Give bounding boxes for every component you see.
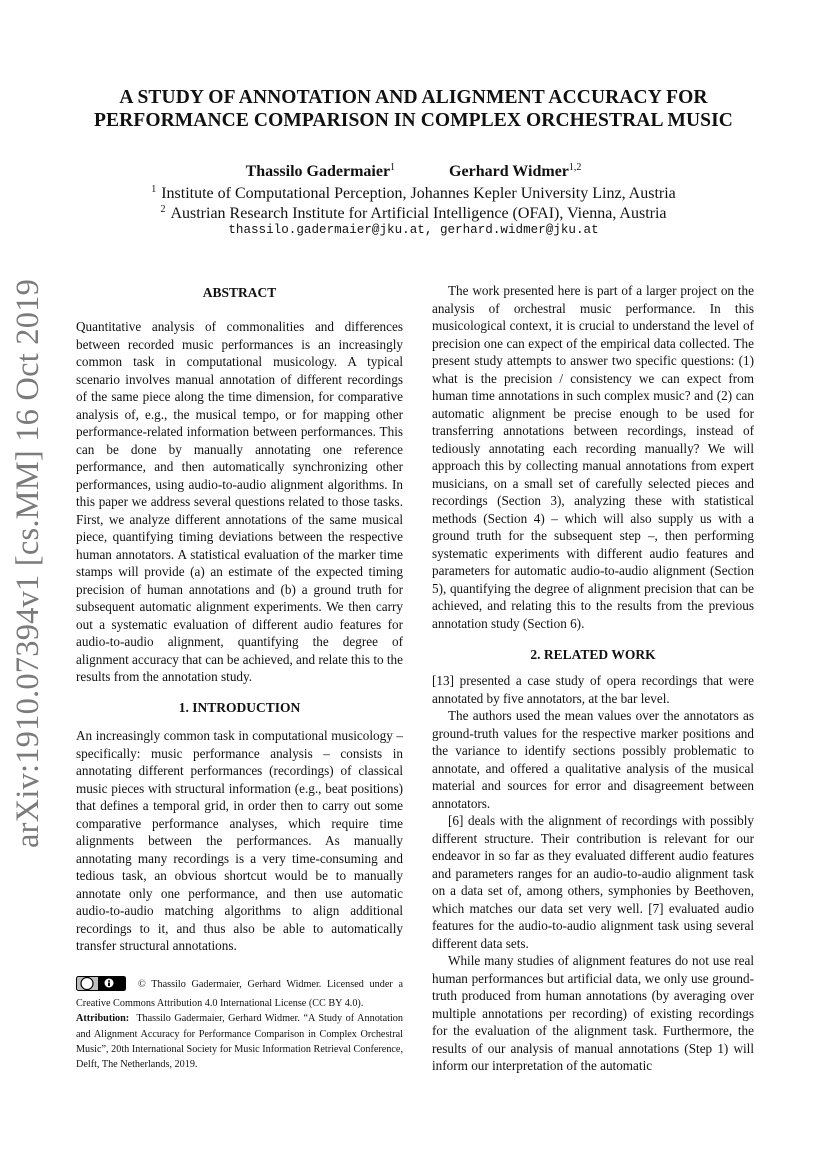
affiliation-1-text: Institute of Computational Perception, Johannes Kepler University Linz, Austria [161, 185, 676, 202]
cc-by-icon [76, 976, 126, 996]
abstract-heading-wrap [76, 284, 403, 302]
related-work-p4: While many studies of alignment features do not use real human performances but artificial data, we only use ground-truth produced from human annotations (by averaging over multiple annotations per recording) of existing recordings for the evaluation of the alignment task. Furthermore, the results of our analysis of manual annotations (Step 1) will inform our interpretation of the automatic [432, 953, 754, 1073]
author-1-affil-sup: 1 [390, 162, 396, 173]
related-work-p2: The authors used the mean values over the annotators as ground-truth values for the respective marker positions and the variance to identify sections possibly problematic to annotate, and offered a qualitative analysis of the musical material and sources for error and disagreement between annotators. [432, 708, 754, 811]
related-work-section [432, 672, 754, 1075]
abstract-text: Quantitative analysis of commonalities and differences between recorded music performances is an increasingly common task in computational musicology. A typical scenario involves manual annotation of different recordings of the same piece along the time dimension, for comparative analysis of, e.g., the musical tempo, or for mapping other performance-related information between performances. This can be done by manually annotating one reference performance, and then automatically synchronizing other performances, using audio-to-audio alignment algorithms. In this paper we address several questions related to those tasks. First, we analyze different annotations of the same musical piece, quantifying timing deviations between the respective human annotators. A statistical evaluation of the marker time stamps will provide (a) an estimate of the expected timing precision of human annotations and (b) a ground truth for subsequent automatic alignment experiments. We then carry out a systematic evaluation of different audio features for audio-to-audio alignment, quantifying the degree of alignment accuracy that can be achieved, and relate this to the results from the annotation study. [76, 319, 403, 684]
right-intro-text: The work presented here is part of a larger project on the analysis of orchestral music performance. In this musicological context, it is crucial to understand the level of precision one can expect of the empirical data collected. The present study attempts to answer two specific questions: (1) what is the precision / consistency we can expect from human time annotations in such complex music? and (2) can automatic alignment be precise enough to be used for transferring annotations between recordings, instead of tediously annotating each recording manually? We will approach this by collecting manual annotations from expert musicians, on a small set of carefully selected pieces and recordings (Section 3), analyzing these with statistical methods (Section 4) – which will also supply us with a ground truth for the subsequent step –, then performing systematic experiments with different audio features and parameters for automatic audio-to-audio alignment (Section 5), quantifying the degree of alignment precision that can be achieved, and relating this to the results from the previous annotation study (Section 6). [432, 283, 754, 631]
arxiv-identifier: arXiv:1910.07394v1 [cs.MM] 16 Oct 2019 [10, 278, 46, 848]
related-work-heading-wrap [432, 646, 754, 664]
attribution-text: Thassilo Gadermaier, Gerhard Widmer. “A Study of Annotation and Alignment Accuracy for Performance Comparison in Complex Orchestral Music”, 20th International Society for Music Information Retrieval Conference, Delft, The Netherlands, 2019. [76, 1013, 403, 1071]
author-1 [246, 158, 395, 182]
license-footnote [76, 976, 403, 1072]
author-2 [449, 158, 581, 182]
affiliation-2-sup: 2 [160, 204, 166, 215]
license-text: © Thassilo Gadermaier, Gerhard Widmer. Licensed under a Creative Commons Attribution 4.0 International License (CC BY 4.0). [76, 979, 403, 1010]
abstract-heading: ABSTRACT [202, 285, 277, 300]
affiliation-2-text: Austrian Research Institute for Artificial Intelligence (OFAI), Vienna, Austria [170, 205, 667, 222]
related-work-p3: [6] deals with the alignment of recordings with possibly different structure. Their contribution is relevant for our endeavor in so far as they evaluated different audio features and parameters ranges for an audio-to-audio alignment task on a data set of, among others, symphonies by Beethoven, which matches our data set very well. [7] evaluated audio features for the audio-to-audio alignment task using several different data sets. [432, 813, 754, 951]
related-work-p1: [13] presented a case study of opera recordings that were annotated by five annotators, at the bar level. [432, 673, 754, 706]
paper-title [60, 86, 767, 132]
title-line-2: PERFORMANCE COMPARISON IN COMPLEX ORCHESTRAL MUSIC [94, 110, 733, 131]
author-list [0, 158, 827, 182]
title-line-1: A STUDY OF ANNOTATION AND ALIGNMENT ACCURACY FOR [119, 87, 708, 108]
introduction-text: An increasingly common task in computational musicology – specifically: music performance analysis – consists in annotating different performances (recordings) of classical music pieces with structural information (e.g., beat positions) that defines a temporal grid, in order then to carry out some comparative performance analyses, which require time alignments between the performances. As manually annotating many recordings is a very time-consuming and tedious task, an obvious shortcut would be to manually annotate only one performance, and then use automatic audio-to-audio matching algorithms to align additional recordings to it, and thus also be able to automatically transfer structural annotations. [76, 728, 403, 953]
attribution-label: Attribution: [76, 1013, 130, 1025]
right-intro-section [432, 282, 754, 632]
related-work-heading: 2. RELATED WORK [530, 647, 656, 662]
author-2-name: Gerhard Widmer [449, 163, 569, 180]
introduction-heading-wrap [76, 699, 403, 717]
author-emails: thassilo.gadermaier@jku.at, gerhard.widmer@jku.at [228, 223, 599, 237]
affiliation-2 [0, 200, 827, 224]
affiliation-1-sup: 1 [151, 184, 157, 195]
abstract-section [76, 318, 403, 686]
introduction-heading: 1. INTRODUCTION [178, 700, 301, 715]
author-2-affil-sup: 1,2 [568, 162, 582, 173]
introduction-section [76, 727, 403, 955]
author-1-name: Thassilo Gadermaier [245, 163, 391, 180]
